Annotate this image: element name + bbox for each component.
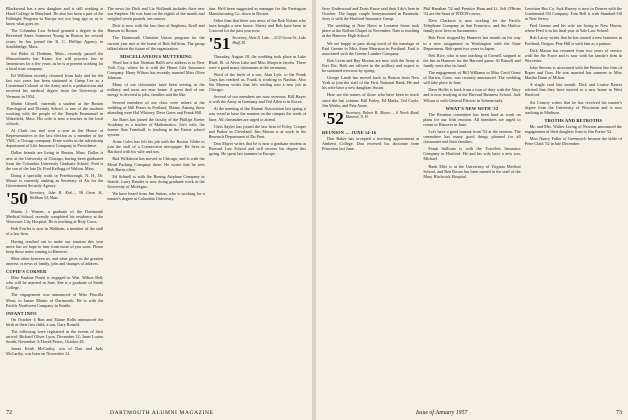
paragraph: Ed Williams recently returned from Italy and for the last two years has been stationed at Camp Lee as a Lieutenant Colonel of the Army and is a pediatrician and received his medical degree from the University of Vermont in 1954. xyxy=(6,73,104,99)
paragraph: We are happy to pass along word of the marriage of Paul Greene to Miss Anne Morrison in Portland. Paul is associated with the Greene Lumber Company. xyxy=(322,40,420,56)
paragraph: Miss Nancy Fuller of Greenwich became the bride of Peter Clark '52 in late December. xyxy=(524,136,622,147)
paragraph: Word of the birth of a son, Alan Lyle, to the Frank Guys has reached us. Frank is working in Nashua. Also Stu Moreau writes that he's settling into a new job in Chicago. xyxy=(208,71,306,93)
paragraph: Several of our members are now overseas. Bill Hayes is with the Army in Germany and Ted Allen is in Korea. xyxy=(208,94,306,105)
left-page-number: 72 xyxy=(6,410,12,416)
paragraph: The news for Dick and Liz Hollands includes their new son Stephen. He was born on the eighth of the month and weighed seven pounds, ten ounces. xyxy=(107,6,205,22)
left-column-3 xyxy=(209,6,306,404)
right-column-2 xyxy=(423,6,520,404)
paragraph: George Lamb has moved back to Boston from New York to join the staff of the First National Bank. He and his wife have a new daughter, Susan. xyxy=(322,75,420,91)
paragraph: Dave Clarkson is now working for the Pacific Telephone Company in San Francisco, and the Harlow family now lives in Sacramento. xyxy=(423,18,521,34)
subhead-whats-new: WHAT'S NEW WITH '52 xyxy=(445,105,499,111)
subhead-cupids-corner: CUPID'S CORNER xyxy=(6,269,47,275)
paragraph: Dave Hollis is back from a tour of duty with the Navy and is now studying at the Harvard Business School. Jack Wilson is with General Electric in Schenectady. xyxy=(423,87,521,103)
paragraph: On October 4 Ron and Elaine Rollo announced the birth of their first child, a son, Gary Ronald. xyxy=(6,316,104,327)
paragraph: Arnie Coles has left his job with the Boston Globe to join the staff of a Connecticut newspaper. He lives in Hartford with his wife and son. xyxy=(107,139,205,155)
subhead-troths: TROTHS AND BETROTHS xyxy=(544,117,603,123)
paragraph: The wedding of Nate Haws to Lorraine Stone took place at the Rollins Chapel in November. Nate is teaching at the Hanover High School. xyxy=(322,23,420,39)
paragraph: Bob Frost stopped by Hanover last month on his way to a new assignment in Washington with the State Department. Bob spent two years in Japan. xyxy=(423,35,521,51)
paragraph: Dick is now with the law firm of Stephens, Kroll and Hanson in Boston. xyxy=(107,23,205,34)
paragraph: Phil Hanahan '52 and Prentice Hunt and Lt. Jeff O'Brien '52 are the heart of WDCR's news. xyxy=(423,6,521,17)
class-secretary: Secretary, John H. Kirk..., 58 Green St., Waltham 54, Mass. xyxy=(29,191,104,200)
paragraph: Martin J. Warren, a graduate of the Dartmouth Medical School, recently completed his residency at the Worcester City Hospital. He is teaching at Holy Cross. xyxy=(6,209,104,225)
paragraph: Hank Ellis is at the University of Virginia Medical School, and Ben Rosen has been named to the staff of the Mary Hitchcock Hospital. xyxy=(423,163,521,179)
paragraph: John Stevens is associated with the Boston law firm of Ropes and Gray. He was married last summer to Miss Martha Dunn of Milton. xyxy=(524,64,622,81)
paragraph: The engagement of Bill Williams to Miss Carol Grant of Darien, Conn. was recently announced. The wedding will take place in June. xyxy=(423,70,521,86)
paragraph: The Dartmouth Christian Union program for the current year met at the home of Bob Sullivan. The group talked about the future of the organization. xyxy=(107,35,205,51)
paragraph: We have heard from Jim Sutton, who is working for a master's degree at Columbia University. xyxy=(107,191,205,202)
paragraph: Several members of our class were ushers at the wedding of Bill Peters in Portland, Maine. Among those attending were Hal Whitney, Dave Gates and Frank Hill. xyxy=(107,99,205,115)
paragraph: Let's have a good turnout from '52 at the reunion. The committee has many good things planned for all classmates and their families. xyxy=(423,128,521,145)
paragraph: Martin Glenell, currently a student at the Boston Theological and Divinity School, is one of the students working with the people of the Temple Emmanuel in Wakefield, Mass. His wife is now a teacher in the local schools. xyxy=(6,100,104,126)
right-column-3 xyxy=(525,6,622,404)
class-heading-1951 xyxy=(209,36,306,52)
paragraph: Jerry Underwood and Doris Kruse said their I do's here in October. The happy couple honeymooned in Bermuda. Jerry is with the Hartford Insurance Group. xyxy=(322,6,420,22)
paragraph: Other than that there was news of the Bob Nolans who have bought a new house. Sherry and Bob have been in Concord for the past year now. xyxy=(208,18,306,34)
paragraph: Don Mayer writes that he is now a graduate student at Harvard Law School and will receive his degree this spring. He spent last summer in Europe. xyxy=(208,140,306,157)
right-running-head: Issue of January 1957 xyxy=(416,410,468,416)
paragraph: Mr. and Mrs. Walter Loring of Newton announced the engagement of their daughter Joan to Jim Porter '52. xyxy=(524,123,622,134)
class-year: '50 xyxy=(6,189,28,209)
paragraph: Dallas friends are living in Boston, Mass. Dallas is new at the University of Chicago, having been graduated from the Columbia University Graduate School. Fred is the son of the late Dr. Fred Kellogg of Walton, Mass. xyxy=(6,150,104,171)
paragraph: Ed Schnell is with the Boeing Airplane Company in Seattle. Larry Bender is now doing graduate work at the University of Michigan. xyxy=(107,173,205,189)
left-page xyxy=(0,0,312,420)
paragraph: Most often between us, and what gives us the greatest interest, is news of family, jobs and changes of address. xyxy=(6,255,104,266)
paragraph: Fred Greene and his wife are living in New Haven, where Fred is in his final year at Yale Law School. xyxy=(524,23,622,34)
right-page xyxy=(316,0,628,420)
class-year: '52 xyxy=(322,108,344,128)
paragraph: A single card this month: Dick and Louise Baxter advised that they have moved to a new home in West Hartford. xyxy=(524,82,622,98)
paragraph: Doing a specialty work in Peterborough, N. H., Dr. Moore is currently ranking as Secretary of Air for the Government Security Agency. xyxy=(6,172,104,188)
paragraph: Dick Mason has returned from two years of service with the Air Force and is now with his family's firm in Worcester. xyxy=(524,47,622,63)
paragraph: Lewiston Bus Co. Jack Harvey is now in Denver with the Continental Oil Company. Tom Bell is with Standard Oil in New Jersey. xyxy=(524,6,622,22)
class-heading-1952 xyxy=(322,108,420,128)
paragraph: Blackwood has a new daughter and is still working at Hood College in Maryland. He also has been a part of the Fulbright Program in Europe not too long ago so as to know what goes on. xyxy=(6,6,104,27)
subhead-misc: MISCELLANEOUS MUTTERING xyxy=(120,53,192,59)
paragraph: Miss Pauline Pruett is engaged to Wm. Wilton Bell, who will be married in June. She is a graduate of Smith College. xyxy=(6,275,104,291)
paragraph: Al Clark ran and won a seat in the House of Representatives in the last election as a member of the VMC, a Chicago company. Ernie works in the advertising department of Life Insurance Company in Providence. xyxy=(6,128,104,149)
left-column-2 xyxy=(107,6,204,404)
class-secretary: Secretary, Alvin N. Lake..., 2133 Grove St., Lake Bluff, Ill. xyxy=(232,36,306,45)
paragraph: Many of our classmates have been serving in the military, and most are now home. A great deal of our energy is devoted to jobs, families and the like. xyxy=(107,82,205,98)
paragraph: Bob Fowler is now in Waltham, a member of the staff of a law firm. xyxy=(6,226,104,237)
paragraph: Thursday, August 18, the wedding took place in Lake Bluff, Ill. of Alvin Lake and Miss Marjorie Jacobs. There were a good many classmates at the ceremony. xyxy=(208,54,306,70)
class-secretary: Secretary, Robert B. Moore..., 6 North Road, Hanover, N. H. xyxy=(345,110,420,120)
paragraph: Art Conroy writes that he has received his master's degree from the University of Wisconsin and is now teaching in Madison. xyxy=(524,99,622,115)
paragraph: The Reunion committee has been hard at work on plans for our fifth reunion. All members are urged to return to Hanover in June. xyxy=(423,111,521,127)
paragraph: Bob Levin and Ray Morton are now with the Army at Fort Dix. Both are officers in the artillery and expect to be stationed overseas by spring. xyxy=(322,57,420,74)
paragraph: Frank Sullivan is with the Travelers Insurance Company in Hartford. He and his wife have a new son, Michael. xyxy=(423,146,521,162)
paragraph: At the meeting of the Alumni Association last spring it was voted to have the reunion on the campus the week of June. All classmates are urged to attend. xyxy=(208,106,306,122)
class-year: '51 xyxy=(208,34,231,54)
right-page-number: 73 xyxy=(616,410,622,416)
paragraph: Bud Wilkinson has moved to Chicago, and is with the Mead Packing Company there. He writes that he sees Bob Burns often. xyxy=(107,156,205,172)
paragraph: Chris Sayles has joined the law firm of Foley, Cooper and Parker in Cleveland. Jim Mason is at work in the Research Department of Du Pont. xyxy=(208,123,306,139)
paragraph: Word has it that Norman Hall's new address is in New York City, where he is with the Home Life Insurance Company. Harry Wilson has recently married Miss Olive Johnson. xyxy=(107,59,205,81)
paragraph: Joe Bates has joined the faculty of the Phillips Exeter Academy as a teacher of Mathematics. Joe's wife, the former Ann Trumbull, is teaching in the Exeter school system. xyxy=(107,116,205,138)
paragraph: Bob Lacey writes that he has started a new business in Portland, Oregon. Pete Hill is with him as a partner. xyxy=(524,35,622,46)
paragraph: Don Baker has accepted a teaching appointment at Amherst College. Don received his doctorate from Princeton last June. xyxy=(322,135,420,151)
right-page-columns xyxy=(322,6,622,404)
right-column-1 xyxy=(322,6,419,404)
paragraph: Here are the names of those who have been in touch since the last column: Bill Farley, Ed Marks, Ted Coyle, Jim Weeks, and Pete Ames. xyxy=(322,92,420,108)
paragraph: Neil Rice, who is now teaching at Cornell, stopped at the Inn in Hanover for the Harvard game. Al Russell and family were also on hand. xyxy=(423,52,521,68)
paragraph: James Keith McCarthy, son of Dan and Judy McCarthy, was born on November 14. xyxy=(6,346,104,357)
paragraph: Having reached out to make our reunion this year more fun we hope to hear from more of you soon. Please keep those notes coming to Hanover. xyxy=(6,238,104,254)
left-running-head: DARTMOUTH ALUMNI MAGAZINE xyxy=(110,410,214,416)
paragraph: The engagement was announced of Miss Priscilla Moor, to James Martin of Dartmouth. He is with the Pacific Northwest Company in Seattle. xyxy=(6,292,104,308)
left-column-1 xyxy=(6,6,103,404)
paragraph: tion. He'd been suggested as manager for the Farrington Manufacturing Co. down in Boston. xyxy=(208,6,306,17)
paragraph: Joe Rider of Denham, Mass., recently passed the Massachusetts bar Exam. Joe will practice law in Jamestown for a few years, as he is at present working for a local trust company. xyxy=(6,50,104,72)
subhead-reunion: REUNION — JUNE 14-16 xyxy=(322,129,377,135)
class-heading-1950 xyxy=(6,191,103,207)
subhead-infant-info: INFANT INFO xyxy=(6,310,37,316)
paragraph: The following were registered in the events of their arrival: Richard Oliver Lyon, December 12; Janet Louise Smith, November 3; David Peters, October 28. xyxy=(6,328,104,345)
paragraph: The Columbia Law School granted a degree to the Reverend Ames Somerset Young in Boston for several years; he has joined the R. C. Phillips Agency in Southbridge, Mass. xyxy=(6,28,104,49)
left-page-columns xyxy=(6,6,306,404)
